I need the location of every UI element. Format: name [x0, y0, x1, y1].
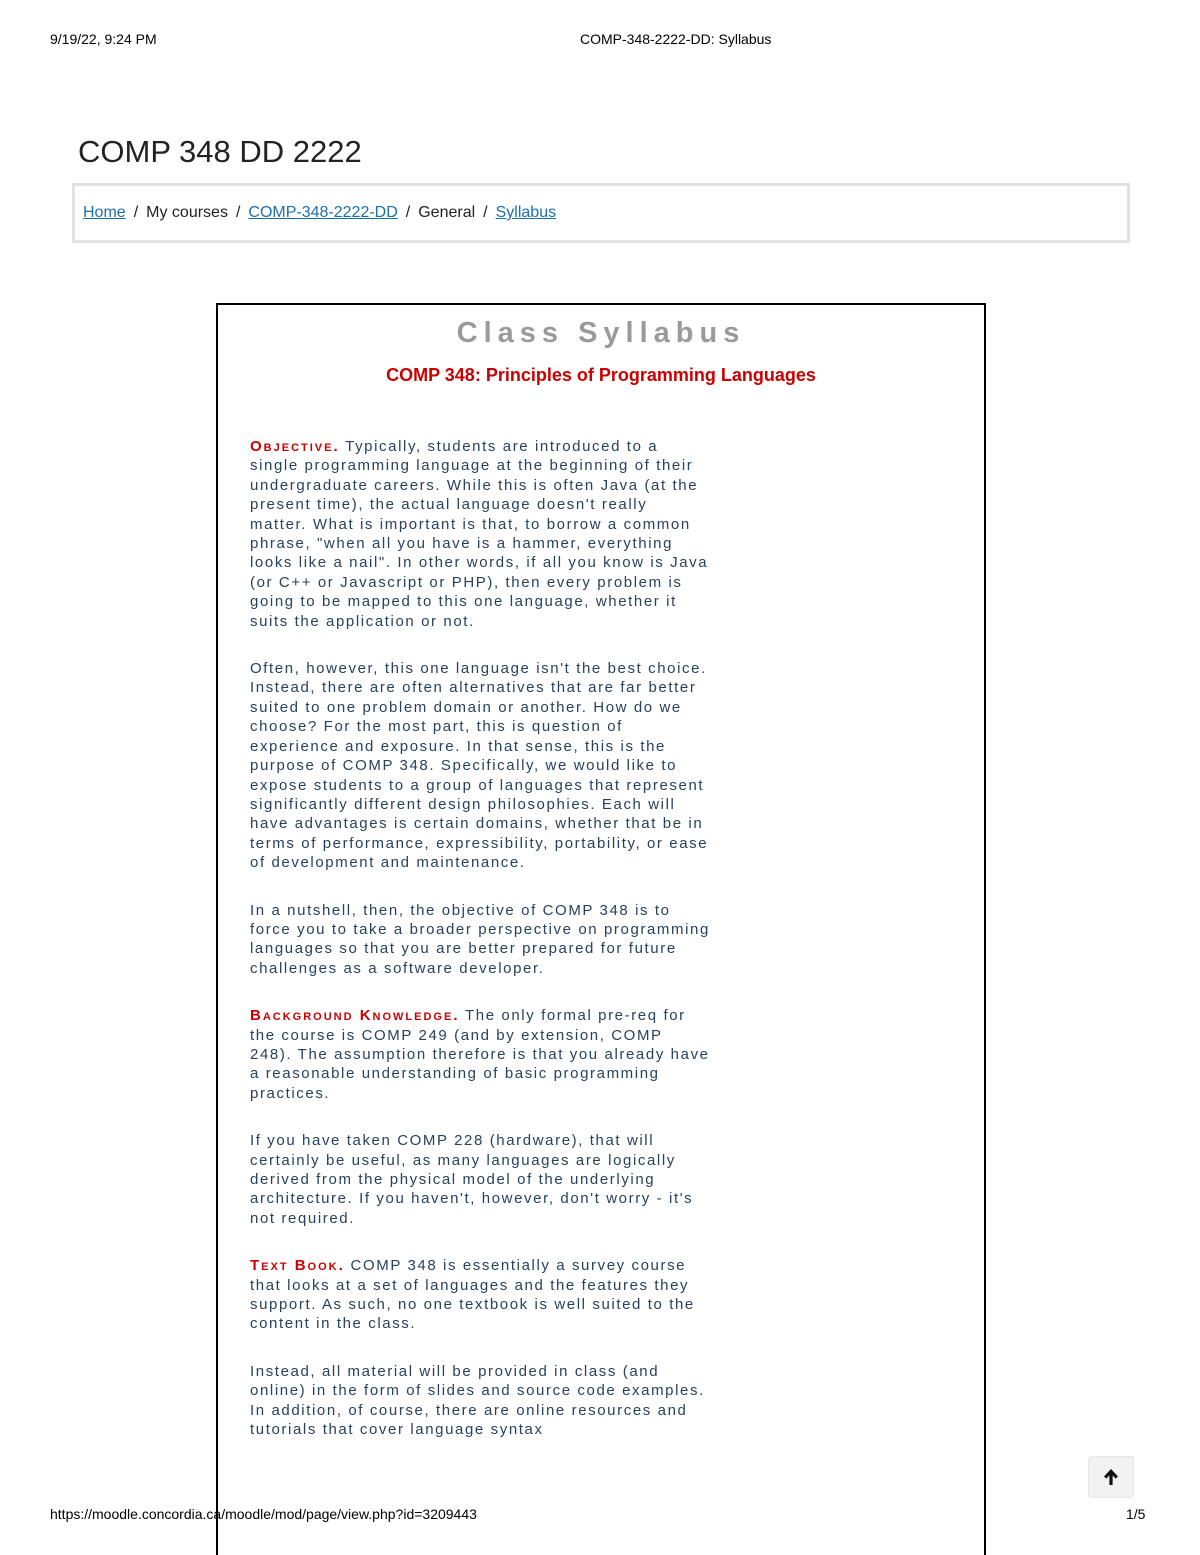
page-title: COMP 348 DD 2222 — [78, 134, 362, 169]
breadcrumb-syllabus-link[interactable]: Syllabus — [495, 204, 557, 221]
objective-text: Typically, students are introduced to a single programming language at the beginning of their undergraduate careers. While this is often Java (at the present time), the actual language doesn't really matter. What is important is that, to borrow a common phrase, "when all you have is a hammer, everything looks like a nail". In other words, if all you know is Java (or C++ or Javascript or PHP), then every problem is going to be mapped to this one language, whether it suits the application or not. — [250, 438, 709, 630]
syllabus-course-subheading: COMP 348: Principles of Programming Languages — [386, 365, 816, 385]
print-footer-page-number: 1/5 — [1126, 1506, 1146, 1522]
textbook-text: COMP 348 is essentially a survey course that looks at a set of languages and the features they support. As such, no one textbook is well suited to the content in the class. — [250, 1257, 695, 1333]
breadcrumb-separator: / — [133, 204, 139, 221]
print-header-title: COMP-348-2222-DD: Syllabus — [580, 31, 772, 47]
breadcrumb-section: General — [418, 204, 476, 221]
background-paragraph — [250, 1006, 710, 1103]
objective-paragraph-3: In a nutshell, then, the objective of COMP 348 is to force you to take a broader perspective on programming languages so that you are better prepared for future challenges as a software developer. — [250, 901, 710, 977]
syllabus-body — [250, 437, 710, 1467]
textbook-paragraph-2: Instead, all material will be provided in class (and online) in the form of slides and source code examples. In addition, of course, there are online resources and tutorials that cover language syntax — [250, 1362, 705, 1439]
background-paragraph-2: If you have taken COMP 228 (hardware), that will certainly be useful, as many languages are logically derived from the physical model of the underlying architecture. If you haven't, however, don't worry - it's not required. — [250, 1132, 694, 1227]
syllabus-content-frame — [216, 303, 986, 1555]
objective-paragraph-2: Often, however, this one language isn't the best choice. Instead, there are often alternatives that are far better suited to one problem domain or another. How do we choose? For the most part, this is question of experience and exposure. In that sense, this is the purpose of COMP 348. Specifically, we would like to expose students to a group of languages that represent significantly different design philosophies. Each will have advantages is certain domains, whether that be in terms of performance, expressibility, portability, or ease of development and maintenance. — [250, 660, 709, 872]
print-footer-url: https://moodle.concordia.ca/moodle/mod/page/view.php?id=3209443 — [50, 1506, 477, 1522]
objective-paragraph — [250, 437, 710, 631]
breadcrumb-separator: / — [235, 204, 241, 221]
breadcrumb-separator: / — [483, 204, 488, 221]
breadcrumb-home-link[interactable]: Home — [83, 204, 126, 221]
background-label: Background Knowledge. — [250, 1007, 460, 1025]
background-text: The only formal pre-req for the course is COMP 249 (and by extension, COMP 248). The assumption therefore is that you already have a reasonable understanding of basic programming practices. — [250, 1007, 710, 1102]
scroll-to-top-button[interactable] — [1088, 1456, 1134, 1498]
breadcrumb-my-courses: My courses — [146, 204, 228, 221]
textbook-paragraph — [250, 1256, 710, 1334]
arrow-up-icon — [1103, 1468, 1119, 1486]
textbook-label: Text Book. — [250, 1257, 345, 1275]
breadcrumb — [72, 183, 1130, 243]
breadcrumb-separator: / — [405, 204, 411, 221]
breadcrumb-course-link[interactable]: COMP-348-2222-DD — [248, 204, 398, 221]
objective-label: Objective. — [250, 438, 340, 455]
print-header-datetime: 9/19/22, 9:24 PM — [50, 31, 157, 47]
syllabus-heading: Class Syllabus — [456, 317, 746, 349]
